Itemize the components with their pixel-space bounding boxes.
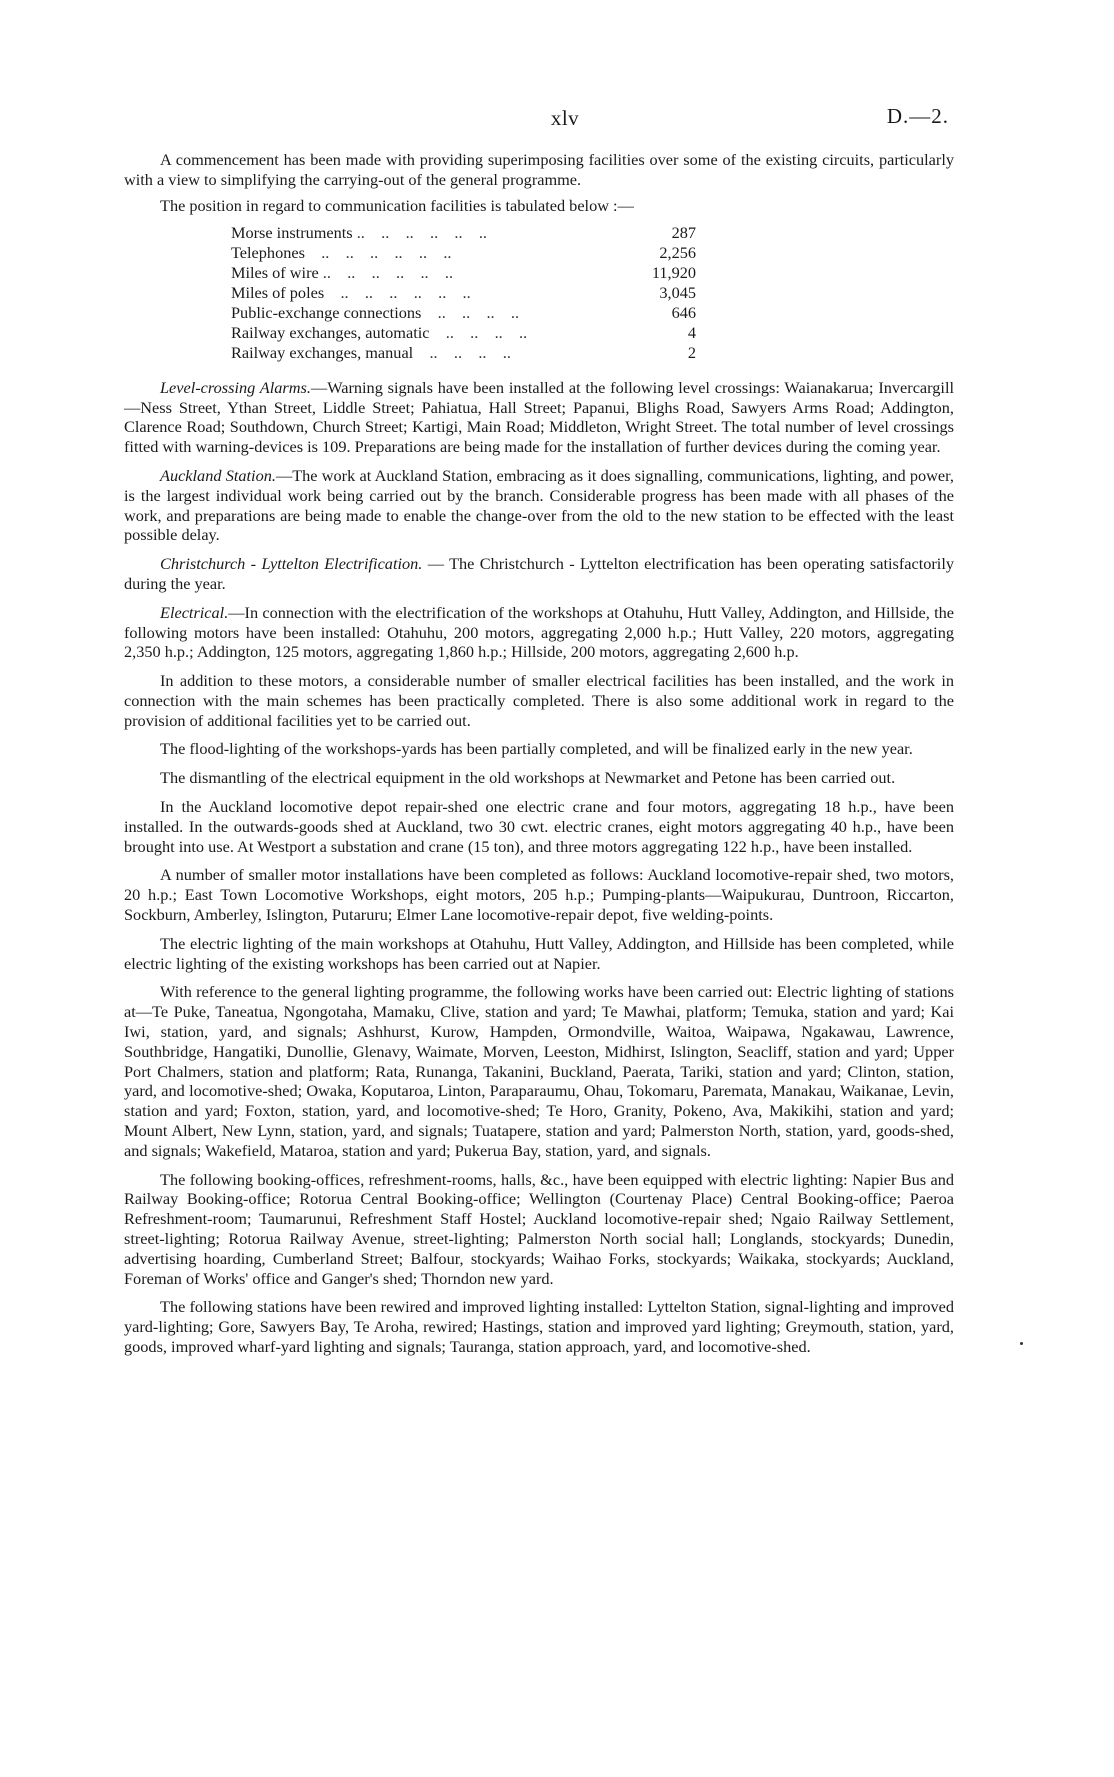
heading-level-crossing: Level-crossing Alarms. (160, 377, 311, 397)
paragraph: In the Auckland locomotive depot repair-shed one electric crane and four motors, aggregating 18 h.p., have been installed. In the outwards-goods shed at Auckland, two 30 cwt. electric cranes, eight motors aggregating 40 h.p., have been brought into use. At Westport a substation and crane (15 ton), and three motors aggregating 122 h.p., have been installed. (124, 797, 954, 856)
leader-dots: .. .. .. .. .. .. (318, 263, 454, 283)
paragraph: The flood-lighting of the workshops-yards has been partially completed, and will be finalized early in the new year. (160, 739, 913, 759)
paragraph-level-crossing (124, 378, 954, 457)
paragraph-superimposing: A commencement has been made with providing superimposing facilities over some of the existing circuits, particularly with a view to simplifying the carrying-out of the general programme. (124, 150, 954, 189)
paragraph: The electric lighting of the main workshops at Otahuhu, Hutt Valley, Addington, and Hillside has been completed, while electric lighting of the existing workshops has been carried out at Napier. (124, 933, 954, 973)
text-christchurch: — The Christchurch - Lyttelton electrification has been operating satisfactorily during the year. (124, 554, 954, 593)
paragraph: With reference to the general lighting programme, the following works have been carried out: Electric lighting of stations at—Te Puke, Taneatua, Ngongotaha, Mamaku, Clive, station and yard; Te Mawhai, platform; Temuka, station and yard; Kai Iwi, station, yard, and signals; Ashhurst, Kurow, Hampden, Ormondville, Waitoa, Waipawa, Ngakawau, Lawrence, Southbridge, Hangatiki, Dunollie, Glenavy, Waimate, Morven, Leeston, Midhirst, Islington, Seacliff, station and yard; Upper Port Chalmers, station and platform; Rata, Runanga, Takanini, Buckland, Paerata, Tariki, station and yard; Clinton, station, yard, and locomotive-shed; Owaka, Koputaroa, Linton, Paraparaumu, Ohau, Tokomaru, Paremata, Manakau, Waikanae, Levin, station and yard; Foxton, station, yard, and locomotive-shed; Te Horo, Granity, Pokeno, Ava, Makikihi, station and yard; Mount Albert, New Lynn, station, yard, and signals; Tuatapere, station and yard; Palmerston North, station, yard, goods-shed, and signals; Wakefield, Mataroa, station and yard; Pukerua Bay, station, yard, and signals. (124, 982, 954, 1160)
paragraph-communication-intro: The position in regard to communication facilities is tabulated below :— (160, 195, 634, 215)
stats-value: 2,256 (659, 243, 696, 263)
text-level-crossing: —Warning signals have been installed at the following level crossings: Waianakarua; Invercargill—Ness Street, Ythan Street, Liddle Street; Pahiatua, Hall Street; Papanui, Blighs Road, Sawyers Arms Road; Addington, Clarence Road; Southdown, Church Street; Kartigi, Main Road; Middleton, Wright Street. The total number of level crossings fitted with warning-devices is 109. Preparations are being made for the installation of further devices during the coming year. (124, 377, 954, 457)
stats-value: 3,045 (659, 283, 696, 303)
paragraph: The dismantling of the electrical equipment in the old workshops at Newmarket and Petone has been carried out. (160, 768, 896, 788)
stats-value: 287 (671, 223, 696, 243)
document-reference: D.—2. (886, 104, 949, 128)
stats-row (231, 323, 696, 343)
stats-row (231, 283, 696, 303)
stats-row (231, 243, 696, 263)
stats-label: Public-exchange connections (231, 303, 422, 323)
leader-dots: .. .. .. .. .. .. (352, 223, 487, 243)
stats-row (231, 303, 696, 323)
leader-dots: .. .. .. .. .. .. (304, 243, 452, 263)
leader-dots: .. .. .. .. .. .. (324, 283, 471, 303)
paragraph: A number of smaller motor installations have been completed as follows: Auckland locomotive-repair shed, two motors, 20 h.p.; East Town Locomotive Workshops, eight motors, 205 h.p.; Pumping-plants—Waipukurau, Duntroon, Riccarton, Sockburn, Amberley, Islington, Putaruru; Elmer Lane locomotive-repair depot, five welding-points. (124, 865, 954, 925)
stats-value: 2 (687, 342, 696, 362)
stats-row (231, 223, 696, 243)
paragraph-auckland-station (124, 466, 954, 545)
margin-mark (1020, 1342, 1023, 1345)
stats-value: 4 (687, 322, 696, 342)
body-text (124, 150, 954, 1366)
paragraph-electrical (124, 603, 954, 662)
text-electrical: —In connection with the electrification of the workshops at Otahuhu, Hutt Valley, Addington, and Hillside, the following motors have been installed: Otahuhu, 200 motors, aggregating 2,000 h.p.; Hutt Valley, 220 motors, aggregating 2,350 h.p.; Addington, 125 motors, aggregating 1,860 h.p.; Hillside, 200 motors, aggregating 2,600 h.p. (124, 602, 954, 662)
paragraph: The following booking-offices, refreshment-rooms, halls, &c., have been equipped with electric lighting: Napier Bus and Railway Booking-office; Rotorua Central Booking-office; Wellington (Courtenay Place) Central Booking-office; Paeroa Refreshment-room; Taumarunui, Refreshment Staff Hostel; Auckland locomotive-repair shed; Ngaio Railway Settlement, street-lighting; Rotorua Railway Avenue, street-lighting; Palmerston North social hall; Longlands, stockyards; Dunedin, advertising hoarding, Cumberland Street; Balfour, stockyards; Waihao Forks, stockyards; Waikaka, stockyards; Auckland, Foreman of Works' office and Ganger's shed; Thorndon new yard. (124, 1169, 954, 1288)
stats-label: Morse instruments (231, 223, 353, 243)
paragraph: The following stations have been rewired and improved lighting installed: Lyttelton Station, signal-lighting and improved yard-lighting; Gore, Sawyers Bay, Te Aroha, rewired; Hastings, station and improved yard lighting; Greymouth, station, yard, goods, improved wharf-yard lighting and signals; Tauranga, station approach, yard, and locomotive-shed. (124, 1297, 954, 1356)
page-number: xlv (550, 106, 580, 130)
stats-label: Railway exchanges, manual (231, 342, 414, 362)
stats-label: Telephones (231, 243, 305, 263)
stats-value: 646 (671, 303, 696, 323)
stats-row (231, 343, 696, 363)
heading-auckland-station: Auckland Station. (160, 465, 276, 485)
heading-electrical: Electrical. (160, 602, 229, 622)
leader-dots: .. .. .. .. (429, 322, 528, 342)
stats-label: Railway exchanges, automatic (231, 322, 430, 342)
paragraph-christchurch (124, 554, 954, 594)
paragraph: In addition to these motors, a considerable number of smaller electrical facilities has been installed, and the work in connection with the main schemes has been practically completed. There is also some additional work in regard to the provision of additional facilities yet to be carried out. (124, 671, 954, 730)
stats-label: Miles of poles (231, 283, 325, 303)
leader-dots: .. .. .. .. (413, 342, 511, 362)
text-auckland-station: —The work at Auckland Station, embracing as it does signalling, communications, lighting, and power, is the largest individual work being carried out by the branch. Considerable progress has been made with all phases of the work, and preparations are being made to enable the change-over from the old to the new station to be effected with the least possible delay. (124, 465, 954, 545)
stats-row (231, 263, 696, 283)
heading-christchurch: Christchurch - Lyttelton Electrification. (160, 554, 423, 574)
leader-dots: .. .. .. .. (421, 303, 520, 323)
stats-label: Miles of wire (231, 263, 319, 283)
communication-facilities-table (231, 223, 696, 362)
stats-value: 11,920 (651, 263, 696, 283)
